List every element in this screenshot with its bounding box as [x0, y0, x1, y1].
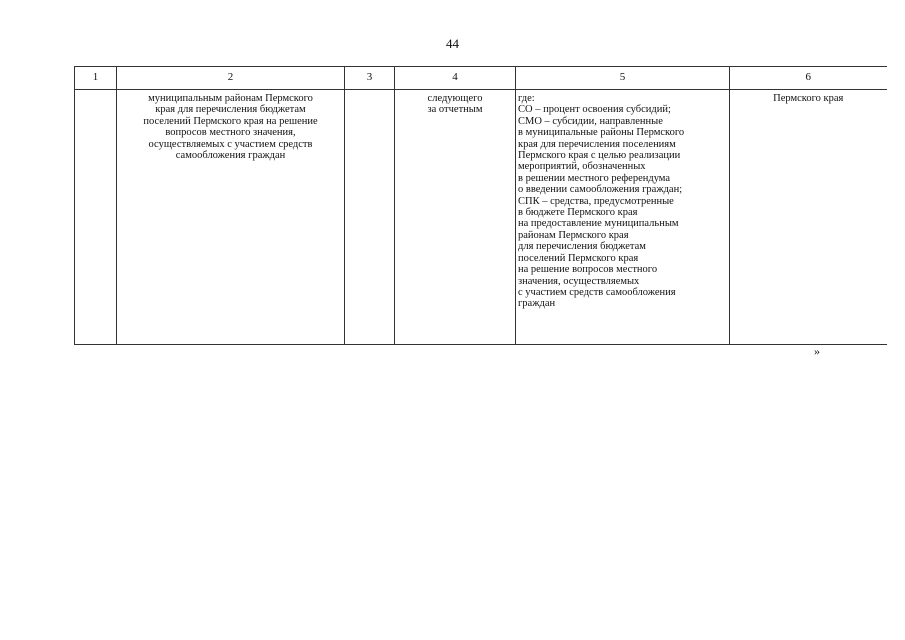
cell-col-2: [117, 90, 345, 345]
cell-col-5-line: поселений Пермского края: [518, 252, 639, 264]
cell-col-5-line: СМО – субсидии, направленные: [518, 115, 663, 127]
cell-col-2-line: поселений Пермского края на решение: [143, 115, 318, 127]
cell-col-5-line: для перечисления бюджетам: [518, 241, 646, 253]
cell-col-3: [345, 90, 395, 345]
column-header-1: 1: [75, 67, 117, 90]
cell-col-5-line: на решение вопросов местного: [518, 264, 658, 276]
closing-quote-mark: »: [814, 344, 820, 358]
page-number: 44: [446, 36, 459, 51]
cell-col-5-line: на предоставление муниципальным: [518, 218, 679, 230]
cell-col-5: [516, 90, 730, 345]
cell-col-2-line: осуществляемых с участием средств: [148, 138, 313, 150]
cell-col-4-line: следующего: [427, 93, 483, 104]
table-header-row: [75, 67, 887, 90]
cell-col-5-line: СПК – средства, предусмотренные: [518, 195, 674, 207]
column-header-5: 5: [516, 67, 730, 90]
column-header-4: 4: [395, 67, 516, 90]
cell-col-4-line: за отчетным: [427, 104, 483, 116]
table-row: [75, 90, 887, 345]
cell-col-2-line: края для перечисления бюджетам: [155, 104, 306, 116]
document-table: [74, 66, 887, 345]
column-header-2: 2: [117, 67, 345, 90]
cell-col-5-line: края для перечисления поселениям: [518, 138, 676, 150]
cell-col-5-line: в решении местного референдума: [518, 172, 671, 184]
cell-col-2-line: самообложения граждан: [175, 150, 286, 162]
cell-col-5-line: значения, осуществляемых: [518, 275, 640, 287]
cell-col-5-line: Пермского края с целью реализации: [518, 150, 681, 162]
cell-col-5-line: мероприятий, обозначенных: [518, 161, 646, 173]
cell-col-6-line: Пермского края: [773, 93, 844, 104]
cell-col-5-line: СО – процент освоения субсидий;: [518, 104, 671, 116]
cell-col-2-line: вопросов местного значения,: [165, 127, 296, 139]
cell-col-1: [75, 90, 117, 345]
cell-col-5-line: в муниципальные районы Пермского: [518, 127, 685, 139]
cell-col-2-line: муниципальным районам Пермского: [148, 93, 313, 104]
cell-col-5-line: где:: [518, 93, 535, 104]
cell-col-6: [730, 90, 887, 345]
cell-col-4: [395, 90, 516, 345]
cell-col-5-line: районам Пермского края: [518, 229, 629, 241]
column-header-3: 3: [345, 67, 395, 90]
column-header-6: 6: [730, 67, 887, 90]
cell-col-5-line: с участием средств самообложения: [518, 286, 676, 298]
cell-col-5-line: о введении самообложения граждан;: [518, 184, 683, 196]
cell-col-5-line: в бюджете Пермского края: [518, 207, 638, 219]
cell-col-5-line: граждан: [518, 298, 556, 310]
